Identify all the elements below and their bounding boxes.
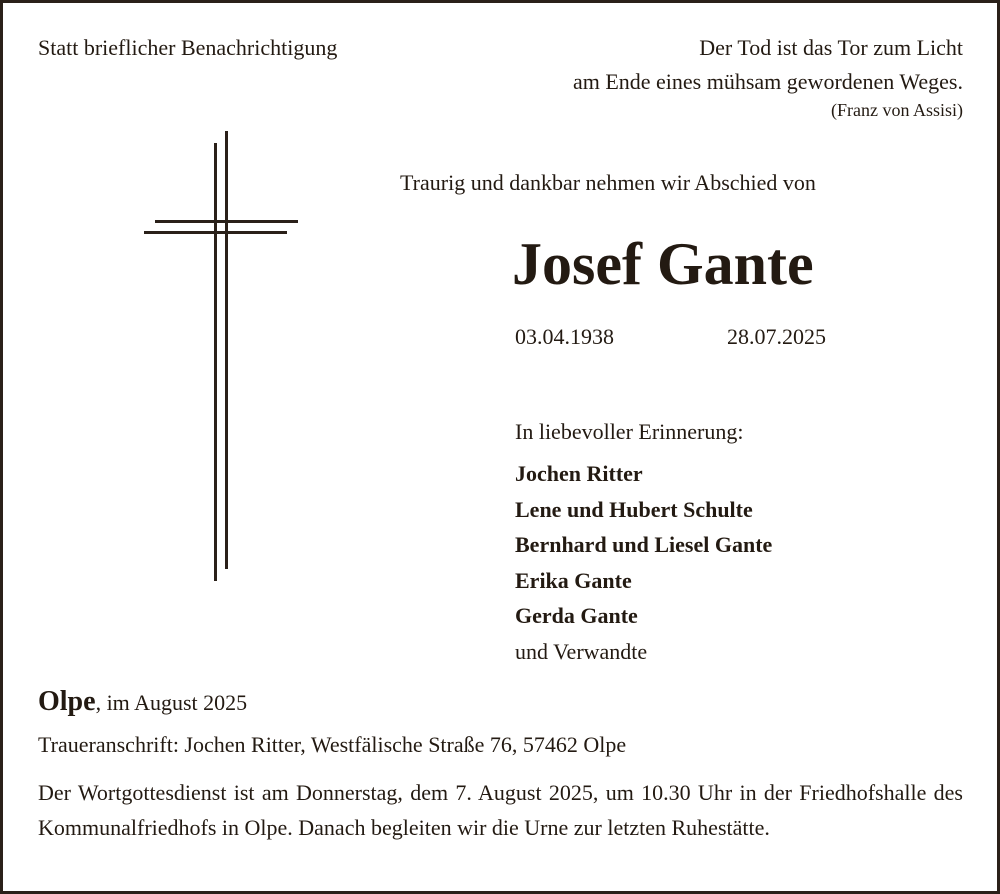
mourner: Lene und Hubert Schulte	[515, 497, 753, 522]
quote-line-2: am Ende eines mühsam gewordenen Weges.	[572, 69, 963, 94]
mourner: Gerda Gante	[515, 603, 638, 628]
place: Olpe	[38, 686, 96, 717]
birth-date: 03.04.1938	[515, 324, 614, 349]
intro-text: Traurig und dankbar nehmen wir Abschied von	[400, 170, 816, 195]
place-line	[38, 688, 247, 716]
mourner: Erika Gante	[515, 568, 632, 593]
mourner: Jochen Ritter	[515, 461, 643, 486]
death-date: 28.07.2025	[727, 324, 826, 349]
mourner: Bernhard und Liesel Gante	[515, 532, 773, 557]
quote-author: (Franz von Assisi)	[831, 100, 963, 120]
place-date: , im August 2025	[95, 690, 248, 715]
deceased-name: Josef Gante	[512, 231, 814, 297]
service-text: Der Wortgottesdienst ist am Donnerstag, dem 7. August 2025, um 10.30 Uhr in der Friedhofshalle des Kommunalfriedhofs in Olpe. Danach begleiten wir die Urne zur letzten Ruhestätte.	[38, 780, 963, 840]
header-left: Statt brieflicher Benachrichtigung	[38, 35, 338, 60]
quote-line-1: Der Tod ist das Tor zum Licht	[699, 35, 963, 60]
memory-label: In liebevoller Erinnerung:	[515, 419, 744, 444]
address: Traueranschrift: Jochen Ritter, Westfälische Straße 76, 57462 Olpe	[38, 732, 627, 757]
relatives: und Verwandte	[515, 639, 648, 664]
